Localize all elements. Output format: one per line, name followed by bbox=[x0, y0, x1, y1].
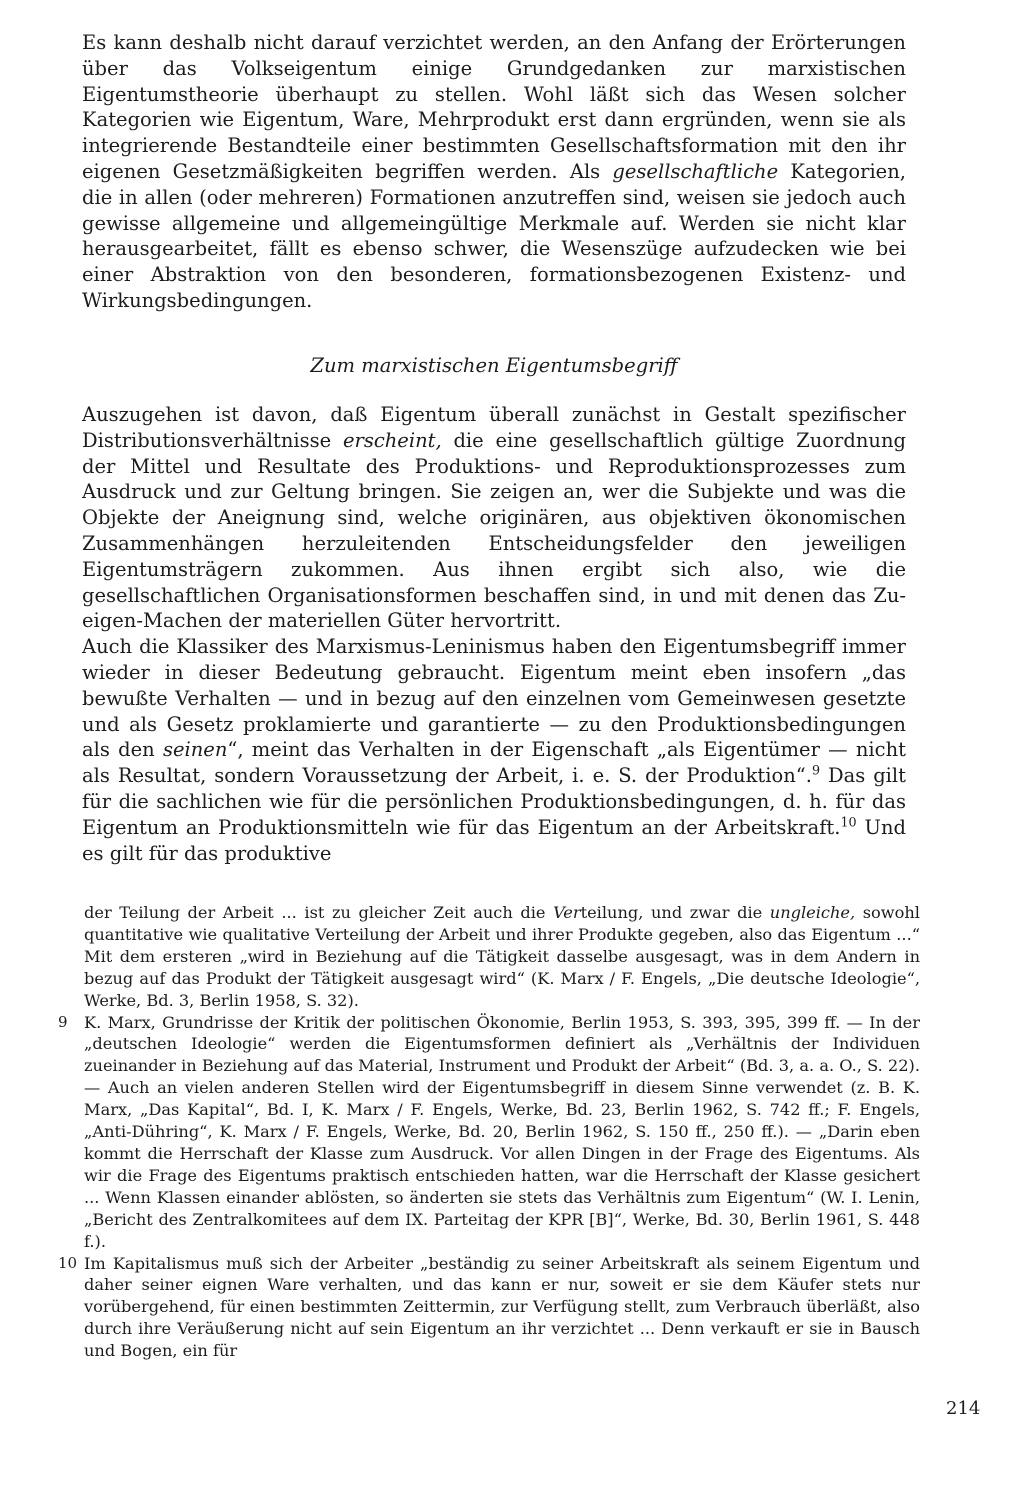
section-heading: Zum marxistischen Eigentumsbegriff bbox=[310, 354, 678, 377]
body-text bbox=[82, 402, 906, 866]
intro-paragraph bbox=[82, 30, 906, 314]
intro-text: Es kann deshalb nicht darauf verzichtet werden, an den Anfang der Erörterungen über das Volkseigentum einige Grundgedanken zur marxistischen Eigentumstheorie überhaupt zu stellen. Wohl läßt sich das Wesen solcher Kategorien wie Eigentum, Ware, Mehrprodukt erst dann ergründen, wenn sie als integrierende Bestandteile einer bestimmten Gesellschaftsformation mit den ihr eigenen Gesetzmäßigkeiten begriffen werden. Als gesellschaftliche Kategorien, die in allen (oder mehreren) Formationen anzutreffen sind, weisen sie jedoch auch gewisse allgemeine und allgemeingültige Merkmale auf. Werden sie nicht klar herausgearbeitet, fällt es ebenso schwer, die Wesenszüge aufzudecken wie bei einer Abstraktion von den besonderen, formationsbezogenen Existenz- und Wirkungsbedingungen. bbox=[82, 31, 906, 312]
footnotes bbox=[58, 902, 920, 1362]
paragraph-2: Auszugehen ist davon, daß Eigentum überall zunächst in Gestalt spezifischer Distributionsverhältnisse erscheint, die eine gesellschaftlich gültige Zuordnung der Mittel und Resultate des Produktions- und Reproduktionsprozesses zum Ausdruck und zur Geltung bringen. Sie zeigen an, wer die Subjekte und was die Objekte der Aneignung sind, welche originären, aus objektiven ökonomischen Zusammenhängen herzuleitenden Entscheidungsfelder den jeweiligen Eigentumsträgern zukommen. Aus ihnen ergibt sich also, wie die gesellschaftlichen Organisationsformen beschaffen sind, in und mit denen das Zu-eigen-Machen der materiellen Güter hervortritt. bbox=[82, 403, 906, 633]
footnote-10 bbox=[58, 1253, 920, 1363]
footnote-number: 10 bbox=[58, 1253, 78, 1272]
footnote-text: K. Marx, Grundrisse der Kritik der politischen Ökonomie, Berlin 1953, S. 393, 395, 399 ff. — In der „deutschen Ideologie“ werden die Eigentumsformen definiert als „Verhältnis der Individuen zueinander in Beziehung auf das Material, Instrument und Produkt der Arbeit“ (Bd. 3, a. a. O., S. 22). — Auch an vielen anderen Stellen wird der Eigentumsbegriff in diesem Sinne verwendet (z. B. K. Marx, „Das Kapital“, Bd. I, K. Marx / F. Engels, Werke, Bd. 23, Berlin 1962, S. 742 ff.; F. Engels, „Anti-Dühring“, K. Marx / F. Engels, Werke, Bd. 20, Berlin 1962, S. 150 ff., 250 ff.). — „Darin eben kommt die Herrschaft der Klasse zum Ausdruck. Vor allen Dingen in der Frage des Eigentums. Als wir die Frage des Eigentums praktisch entschieden hatten, war die Herrschaft der Klasse gesichert ... Wenn Klassen einander ablösten, so änderten sie stets das Verhältnis zum Eigentum“ (W. I. Lenin, „Bericht des Zentralkomitees auf dem IX. Parteitag der KPR [B]“, Werke, Bd. 30, Berlin 1961, S. 448 f.). bbox=[84, 1012, 920, 1251]
footnote-number: 9 bbox=[58, 1012, 68, 1031]
footnote-text: Im Kapitalismus muß sich der Arbeiter „beständig zu seiner Arbeitskraft als seinem Eigentum und daher seiner eignen Ware verhalten, und das kann er nur, soweit er sie dem Käufer stets nur vorübergehend, für einen bestimmten Zeittermin, zur Verfügung stellt, zum Verbrauch überläßt, also durch ihre Veräußerung nicht auf sein Eigentum an ihr verzichtet ... Denn verkauft er sie in Bausch und Bogen, ein für bbox=[84, 1253, 920, 1361]
footnote-9 bbox=[58, 1012, 920, 1253]
page-number: 214 bbox=[946, 1398, 981, 1419]
footnote-continued: der Teilung der Arbeit ... ist zu gleicher Zeit auch die Verteilung, und zwar die ungleiche, sowohl quantitative wie qualitative Verteilung der Arbeit und ihrer Produkte gegeben, also das Eigentum ...“ Mit dem ersteren „wird in Beziehung auf die Tätigkeit dasselbe ausgesagt, was in dem Andern in bezug auf das Produkt der Tätigkeit ausgesagt wird“ (K. Marx / F. Engels, „Die deutsche Ideologie“, Werke, Bd. 3, Berlin 1958, S. 32). bbox=[84, 903, 920, 1010]
footnote-ref-9[interactable]: 9 bbox=[811, 762, 821, 778]
footnote-ref-10[interactable]: 10 bbox=[840, 814, 857, 830]
paragraph-3: Auch die Klassiker des Marxismus-Leninismus haben den Eigentumsbegriff immer wieder in dieser Bedeutung gebraucht. Eigentum meint eben insofern „das bewußte Verhalten — und in bezug auf den einzelnen vom Gemeinwesen gesetzte und als Gesetz proklamierte und garantierte — zu den Produktionsbedingungen als den seinen“, meint das Verhalten in der Eigenschaft „als Eigentümer — nicht als Resultat, sondern Voraussetzung der Arbeit, i. e. S. der Produktion“.$^9$ Das gilt für die sachlichen wie für die persönlichen Produktionsbedingungen, d. h. für das Eigentum an Produktionsmitteln wie für das Eigentum an der Arbeitskraft.$^{10}$ Und es gilt für das produktive bbox=[82, 635, 906, 865]
